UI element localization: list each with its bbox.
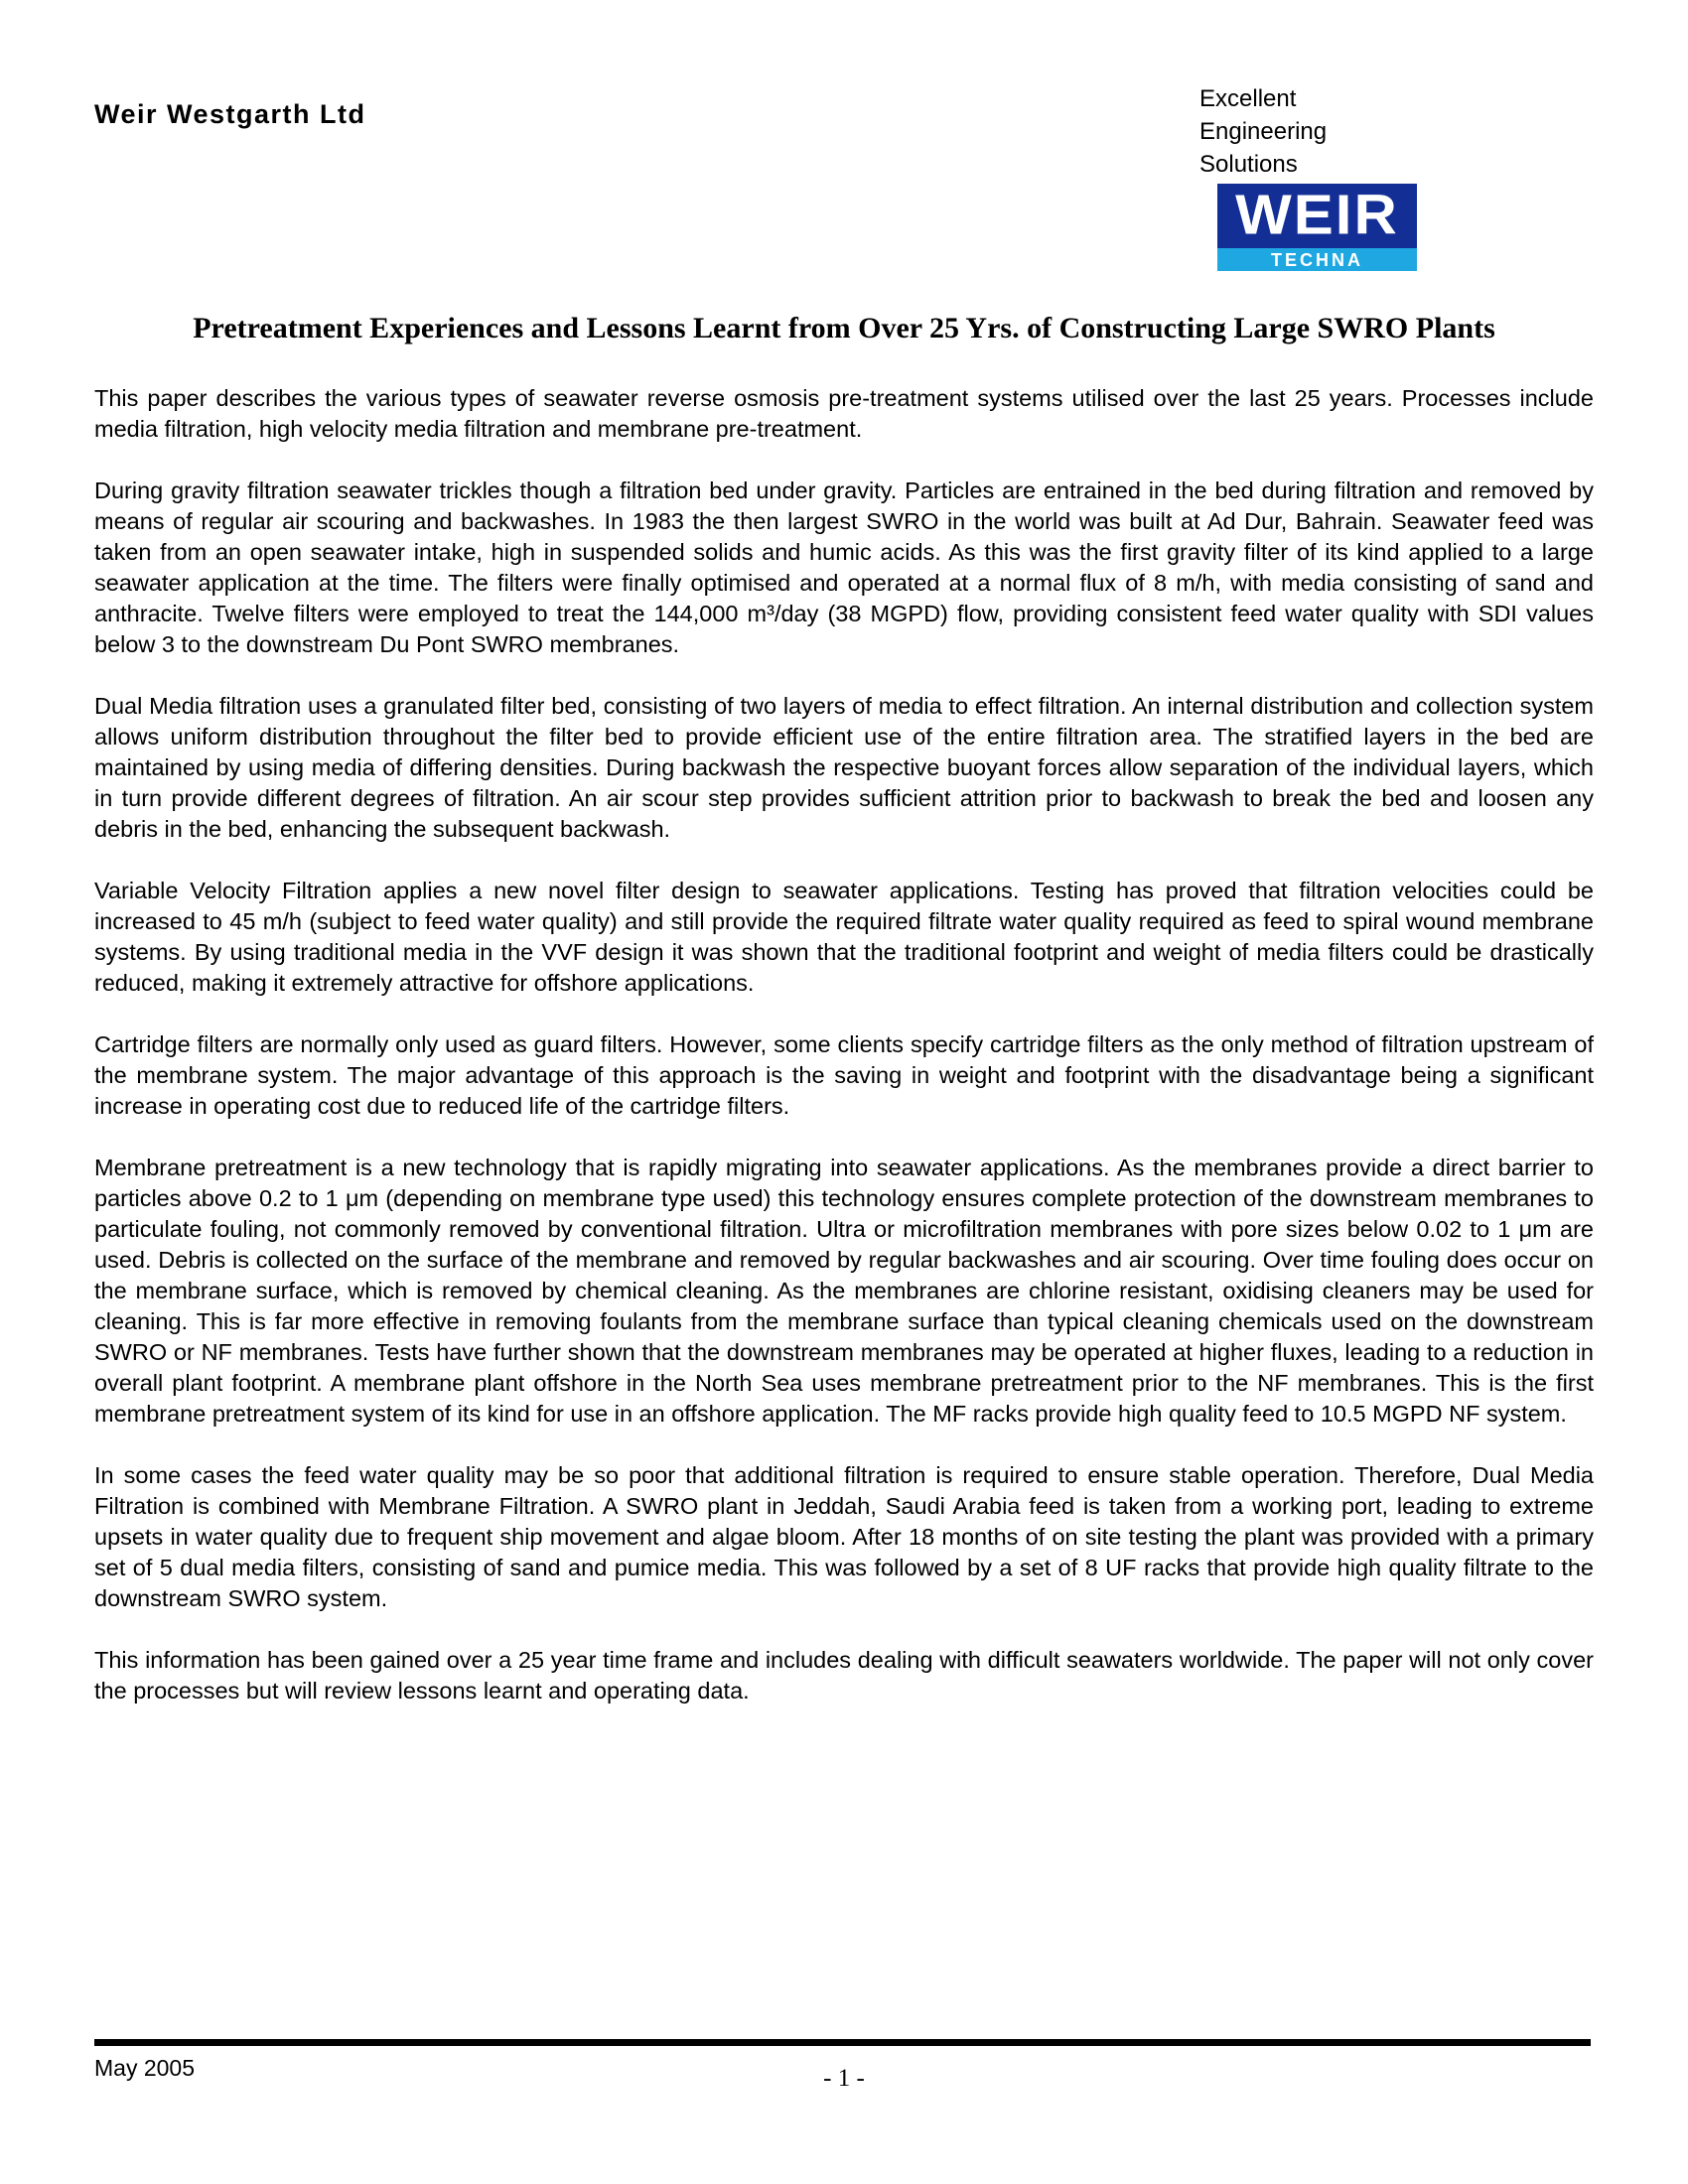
tagline-line-1: Excellent (1199, 85, 1297, 112)
paragraph-gravity-filtration: During gravity filtration seawater trickles though a filtration bed under gravity. Particles are entrained in the bed during filtration and removed by means of regular air scouring and backwashes. In 1983 the then largest SWRO in the world was built at Ad Dur, Bahrain. Seawater feed was taken from an open seawater intake, high in suspended solids and humic acids. As this was the first gravity filter of its kind applied to a large seawater application at the time. The filters were finally optimised and operated at a normal flux of 8 m/h, with media consisting of sand and anthracite. Twelve filters were employed to treat the 144,000 m³/day (38 MGPD) flow, providing consistent feed water quality with SDI values below 3 to the downstream Du Pont SWRO membranes. (94, 478, 1594, 657)
techna-brand-text: TECHNA (1271, 250, 1363, 270)
company-name: Weir Westgarth Ltd (94, 99, 366, 129)
footer-divider (94, 2039, 1591, 2046)
weir-logo-graphic (1217, 184, 1417, 271)
weir-brand-text: WEIR (1235, 184, 1399, 247)
paragraph-intro: This paper describes the various types of seawater reverse osmosis pre-treatment systems utilised over the last 25 years. Processes include media filtration, high velocity media filtration and membrane pre-treatment. (94, 385, 1594, 442)
paragraph-combined-filtration: In some cases the feed water quality may be so poor that additional filtration is required to ensure stable operation. Therefore, Dual Media Filtration is combined with Membrane Filtration. A SWRO plant in Jeddah, Saudi Arabia feed is taken from a working port, leading to extreme upsets in water quality due to frequent ship movement and algae bloom. After 18 months of on site testing the plant was provided with a primary set of 5 dual media filters, consisting of sand and pumice media. This was followed by a set of 8 UF racks that provide high quality filtrate to the downstream SWRO system. (94, 1462, 1594, 1611)
tagline-line-2: Engineering (1199, 118, 1328, 145)
paragraph-closing: This information has been gained over a 25 year time frame and includes dealing with difficult seawaters worldwide. The paper will not only cover the processes but will review lessons learnt and operating data. (94, 1647, 1594, 1704)
paper-title: Pretreatment Experiences and Lessons Learnt from Over 25 Yrs. of Constructing Large SWRO Plants (193, 312, 1495, 344)
abstract-body (94, 383, 1594, 1706)
paragraph-variable-velocity: Variable Velocity Filtration applies a new novel filter design to seawater applications. Testing has proved that filtration velocities could be increased to 45 m/h (subject to feed water quality) and still provide the required filtrate water quality required as feed to spiral wound membrane systems. By using traditional media in the VVF design it was shown that the traditional footprint and weight of media filters could be drastically reduced, making it extremely attractive for offshore applications. (94, 878, 1594, 996)
footer-page-number: - 1 - (823, 2065, 865, 2092)
weir-techna-logo (1217, 184, 1417, 271)
paragraph-cartridge-filters: Cartridge filters are normally only used as guard filters. However, some clients specify cartridge filters as the only method of filtration upstream of the membrane system. The major advantage of this approach is the saving in weight and footprint with the disadvantage being a significant increase in operating cost due to reduced life of the cartridge filters. (94, 1031, 1594, 1119)
paragraph-membrane-pretreatment: Membrane pretreatment is a new technology that is rapidly migrating into seawater applications. As the membranes provide a direct barrier to particles above 0.2 to 1 μm (depending on membrane type used) this technology ensures complete protection of the downstream membranes to particulate fouling, not commonly removed by conventional filtration. Ultra or microfiltration membranes with pore sizes below 0.02 to 1 μm are used. Debris is collected on the surface of the membrane and removed by regular backwashes and air scouring. Over time fouling does occur on the membrane surface, which is removed by chemical cleaning. As the membranes are chlorine resistant, oxidising cleaners may be used for cleaning. This is far more effective in removing foulants from the membrane surface than typical cleaning chemicals used on the downstream SWRO or NF membranes. Tests have further shown that the downstream membranes may be operated at higher fluxes, leading to a reduction in overall plant footprint. A membrane plant offshore in the North Sea uses membrane pretreatment prior to the NF membranes. This is the first membrane pretreatment system of its kind for use in an offshore application. The MF racks provide high quality feed to 10.5 MGPD NF system. (94, 1155, 1594, 1427)
paragraph-dual-media: Dual Media filtration uses a granulated filter bed, consisting of two layers of media to effect filtration. An internal distribution and collection system allows uniform distribution throughout the filter bed to provide efficient use of the entire filtration area. The stratified layers in the bed are maintained by using media of differing densities. During backwash the respective buoyant forces allow separation of the individual layers, which in turn provide different degrees of filtration. An air scour step provides sufficient attrition prior to backwash to break the bed and loosen any debris in the bed, enhancing the subsequent backwash. (94, 693, 1594, 842)
footer-date: May 2005 (94, 2055, 196, 2081)
company-tagline (1199, 82, 1327, 181)
tagline-line-3: Solutions (1199, 151, 1298, 178)
